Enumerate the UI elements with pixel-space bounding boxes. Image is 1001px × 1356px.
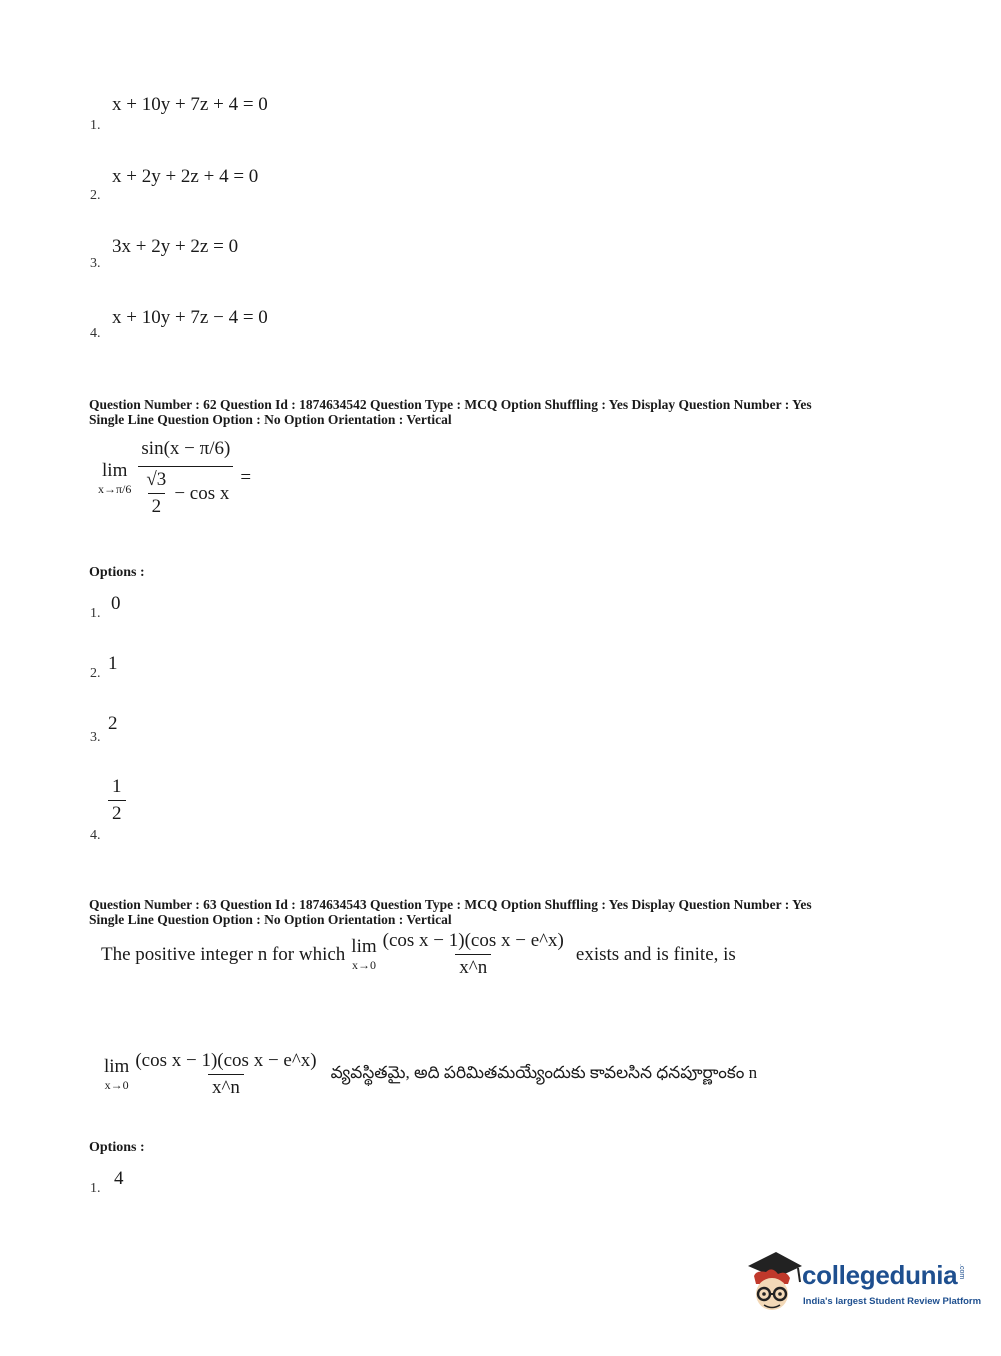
collegedunia-logo bbox=[742, 1248, 982, 1318]
q61-option-4-label: 4. bbox=[90, 326, 101, 341]
q63-english-fraction bbox=[379, 930, 568, 979]
q63-english-question bbox=[101, 930, 736, 979]
q63-meta-line1: Question Number : 63 Question Id : 1874634543 Question Type : MCQ Option Shuffling : Yes Display Question Number : Yes bbox=[89, 897, 812, 912]
q62-two: 2 bbox=[148, 493, 166, 518]
q63-meta-line2: Single Line Question Option : No Option Orientation : Vertical bbox=[89, 912, 452, 927]
q62-option-4-numerator: 1 bbox=[112, 776, 122, 797]
q62-option-1-value: 0 bbox=[111, 593, 121, 614]
q62-meta-line2: Single Line Question Option : No Option Orientation : Vertical bbox=[89, 412, 452, 427]
q62-option-3-value: 2 bbox=[108, 713, 118, 734]
q62-question-expression bbox=[98, 438, 251, 518]
q62-option-4-denominator: 2 bbox=[108, 800, 126, 825]
q62-meta bbox=[89, 397, 812, 427]
q63-telugu-lim-word: lim bbox=[104, 1056, 130, 1077]
q63-english-denominator: x^n bbox=[455, 954, 491, 979]
q61-option-3-label: 3. bbox=[90, 256, 101, 271]
q63-english-suffix: exists and is finite, is bbox=[575, 943, 736, 965]
q62-option-4-fraction bbox=[108, 776, 126, 825]
q63-english-lim-subscript: x→0 bbox=[351, 958, 376, 972]
q63-telugu-question bbox=[104, 1050, 757, 1099]
q62-numerator: sin(x − π/6) bbox=[141, 438, 231, 459]
q63-telugu-fraction bbox=[131, 1050, 320, 1099]
q63-telugu-lim-subscript: x→0 bbox=[104, 1078, 129, 1092]
q61-option-2-label: 2. bbox=[90, 188, 101, 203]
q63-english-lim-word: lim bbox=[351, 936, 377, 957]
logo-com: .com bbox=[958, 1264, 965, 1280]
q63-telugu-numerator: (cos x − 1)(cos x − e^x) bbox=[135, 1050, 317, 1071]
logo-tagline: India's largest Student Review Platform bbox=[803, 1296, 982, 1307]
q61-option-2-value: x + 2y + 2z + 4 = 0 bbox=[112, 166, 259, 187]
q61-option-4-value: x + 10y + 7z − 4 = 0 bbox=[112, 307, 268, 328]
mascot-icon bbox=[742, 1248, 804, 1316]
q63-option-1-label: 1. bbox=[90, 1181, 101, 1196]
q63-english-prefix: The positive integer n for which bbox=[101, 943, 346, 965]
q62-options-label: Options : bbox=[89, 565, 145, 580]
q63-option-1-value: 4 bbox=[114, 1168, 124, 1189]
q61-option-1-label: 1. bbox=[90, 118, 101, 133]
q62-option-2-label: 2. bbox=[90, 666, 101, 681]
q63-english-numerator: (cos x − 1)(cos x − e^x) bbox=[382, 930, 564, 951]
q62-meta-line1: Question Number : 62 Question Id : 1874634542 Question Type : MCQ Option Shuffling : Yes Display Question Number : Yes bbox=[89, 397, 812, 412]
q62-cos-term: − cos x bbox=[174, 482, 230, 504]
q62-limit bbox=[98, 460, 131, 497]
q61-option-3-value: 3x + 2y + 2z = 0 bbox=[112, 236, 239, 257]
q63-telugu-denominator: x^n bbox=[208, 1074, 244, 1099]
q62-fraction bbox=[137, 438, 234, 518]
q62-sqrt3: √3 bbox=[146, 469, 167, 490]
q62-equals: = bbox=[240, 467, 252, 488]
q62-option-1-label: 1. bbox=[90, 606, 101, 621]
q62-option-4-value bbox=[108, 776, 126, 825]
q63-telugu-text: వ్యవస్థితమై, అది పరిమితమయ్యేందుకు కావలసిన ధనపూర్ణాంకం n bbox=[330, 1062, 758, 1082]
q62-option-4-label: 4. bbox=[90, 828, 101, 843]
q61-option-1-value: x + 10y + 7z + 4 = 0 bbox=[112, 94, 268, 115]
q62-denominator bbox=[138, 466, 233, 518]
q62-option-3-label: 3. bbox=[90, 730, 101, 745]
q62-sqrt3-over-2 bbox=[142, 469, 170, 518]
q62-lim-subscript: x→π/6 bbox=[98, 481, 132, 496]
q63-meta bbox=[89, 897, 812, 927]
q63-options-label: Options : bbox=[89, 1140, 145, 1155]
q63-english-limit bbox=[351, 936, 376, 973]
logo-brand: collegedunia bbox=[802, 1260, 958, 1290]
q62-option-2-value: 1 bbox=[108, 653, 118, 674]
q62-lim-word: lim bbox=[102, 459, 128, 481]
q63-telugu-limit bbox=[104, 1056, 129, 1093]
